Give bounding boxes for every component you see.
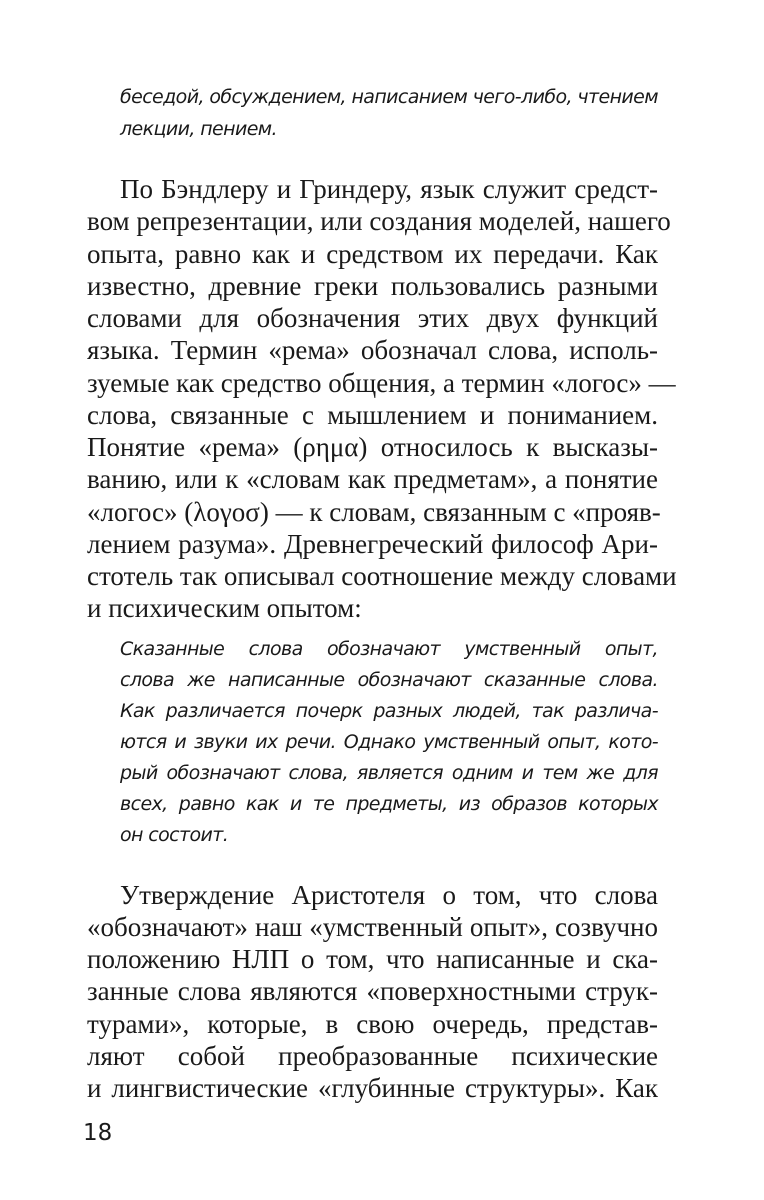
- paragraph-line: известно, древние греки пользовались разными: [87, 271, 658, 301]
- quote-line: всех, равно как и те предметы, из образов которых: [120, 793, 658, 815]
- paragraph-line: опыта, равно как и средством их передачи. Как: [87, 239, 658, 269]
- paragraph-line: лением разума». Древнегреческий философ Ари-: [87, 529, 658, 559]
- quote-line: ются и звуки их речи. Однако умственный опыт, кото-: [120, 731, 658, 753]
- paragraph-line: Понятие «рема» (ρημα) относилось к высказы-: [87, 432, 658, 462]
- quote-line: слова же написанные обозначают сказанные слова.: [120, 669, 658, 691]
- paragraph-line: Утверждение Аристотеля о том, что слова: [120, 880, 658, 910]
- paragraph-line: «логос» (λογοσ) — к словам, связанным с «прояв-: [87, 497, 661, 527]
- paragraph-line: турами», которые, в свою очередь, представ-: [87, 1009, 658, 1039]
- paragraph-line: положению НЛП о том, что написанные и ска-: [87, 944, 658, 974]
- paragraph-line: ляют собой преобразованные психические: [87, 1041, 658, 1071]
- paragraph-line: вом репрезентации, или создания моделей, нашего: [87, 206, 671, 236]
- quote-line: Как различается почерк разных людей, так различа-: [120, 700, 658, 722]
- paragraph-line: стотель так описывал соотношение между словами: [87, 561, 677, 591]
- page-number: 18: [83, 1120, 113, 1146]
- paragraph-line: и психическим опытом:: [87, 593, 362, 623]
- paragraph-line: языка. Термин «рема» обозначал слова, исполь-: [87, 335, 658, 365]
- quote-line: он состоит.: [120, 824, 229, 846]
- paragraph-line: словами для обозначения этих двух функций: [87, 303, 658, 333]
- paragraph-line: «обозначают» наш «умственный опыт», созвучно: [87, 912, 658, 942]
- paragraph-line: и лингвистические «глубинные структуры». Как: [87, 1073, 658, 1103]
- paragraph-line: По Бэндлеру и Гриндеру, язык служит средст-: [120, 174, 658, 204]
- quote-line: Сказанные слова обозначают умственный опыт,: [120, 638, 658, 660]
- quote-line: рый обозначают слова, является одним и тем же для: [120, 762, 658, 784]
- paragraph-line: ванию, или к «словам как предметам», а понятие: [87, 464, 658, 494]
- paragraph-line: занные слова являются «поверхностными струк-: [87, 976, 658, 1006]
- paragraph-line: зуемые как средство общения, а термин «логос» —: [87, 368, 676, 398]
- intro-quote-line: лекции, пением.: [120, 118, 277, 140]
- paragraph-line: слова, связанные с мышлением и пониманием.: [87, 400, 658, 430]
- intro-quote-line: беседой, обсуждением, написанием чего-либо, чтением: [120, 86, 658, 108]
